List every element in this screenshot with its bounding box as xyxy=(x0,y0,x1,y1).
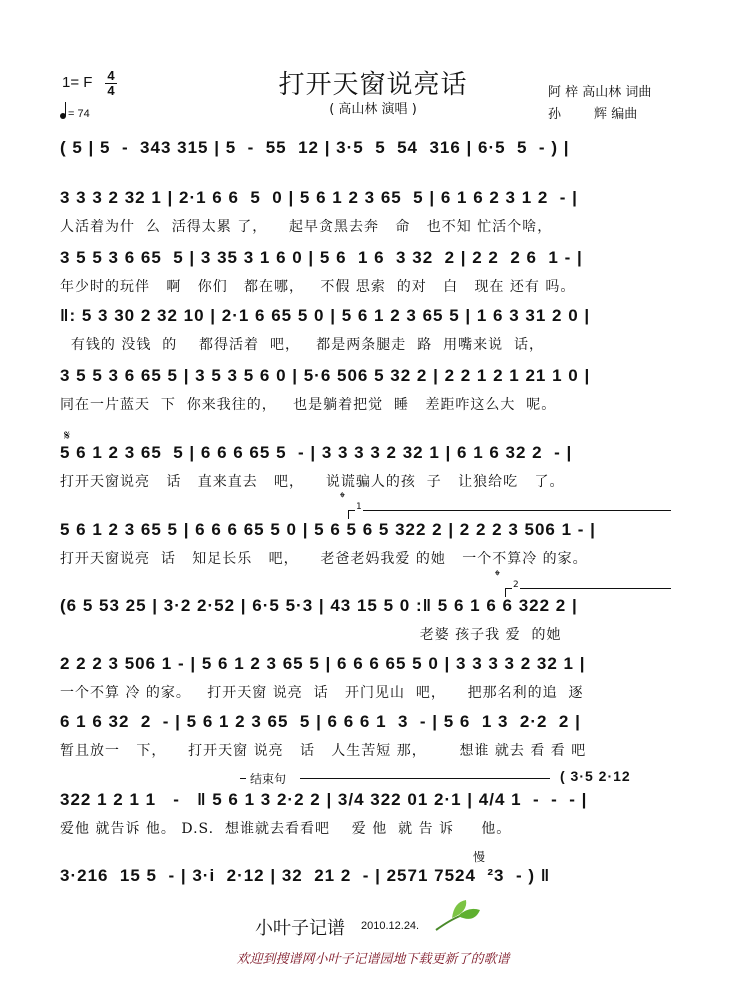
score-line-10: 322 1 2 1 1 - ‖ 5 6 1 3 2·2 2 | 3/4 322 01 2·1 | 4/4 1 - - - | 爱他 就告诉 他。 D.S. 想谁就去看看吧 爱 他 就 告 诉 他。 xyxy=(60,790,588,837)
score-line-11: 3·216 15 5 - | 3·i 2·12 | 32 21 2 - | 2571 7524 ²3 - ) ‖ xyxy=(60,866,551,885)
second-ending-bracket: 2 xyxy=(505,588,671,597)
transcription-date: 2010.12.24. xyxy=(361,920,420,932)
credit-lyrics-music: 阿 梓 高山林 词曲 xyxy=(548,85,652,100)
coda-icon: 𝄌 xyxy=(340,490,345,506)
score-line-7: (6 5 53 25 | 3·2 2·52 | 6·5 5·3 | 43 15 5 0 :‖ 5 6 1 6 6 322 2 | 老婆 孩子我 爱 的她 xyxy=(60,596,578,643)
footer-note: 欢迎到搜谱网小叶子记谱园地下载更新了的歌谱 xyxy=(236,952,510,967)
first-ending-bracket: 1 xyxy=(348,510,671,519)
score-line-intro: ( 5 | 5 - 343 315 | 5 - 55 12 | 3·5 5 54 316 | 6·5 5 - ) | xyxy=(60,138,570,157)
score-line-3: ‖: 5 3 30 2 32 10 | 2·1 6 65 5 0 | 5 6 1 2 3 65 5 | 1 6 3 31 2 0 | 有钱的 没钱 的 都得活着 吧， 都是两条腿走 路 用嘴来说 话， xyxy=(60,306,591,353)
score-line-6: 5 6 1 2 3 65 5 | 6 6 6 65 5 0 | 5 6 5 6 5 322 2 | 2 2 2 3 506 1 - | 打开天窗说亮 话 知足长乐 吧， 老爸老妈我爱 的她 一个不算冷 的家。 xyxy=(60,520,596,567)
song-title: 打开天窗说亮话 xyxy=(278,70,468,100)
key-signature: 1= F xyxy=(62,74,93,91)
leaf-icon xyxy=(432,898,482,932)
transcriber-signature: 小叶子记谱 xyxy=(255,918,345,939)
score-line-9: 6 1 6 32 2 - | 5 6 1 2 3 65 5 | 6 6 6 1 3 - | 5 6 1 3 2·2 2 | 暂且放一 下， 打开天窗 说亮 话 人生苦短 那， 想谁 就去 看 看 吧 xyxy=(60,712,587,759)
ending-intro-notes: ( 3·5 2·12 xyxy=(560,768,631,784)
time-signature: 4 4 xyxy=(105,70,117,97)
score-line-5: 5 6 1 2 3 65 5 | 6 6 6 65 5 - | 3 3 3 3 2 32 1 | 6 1 6 32 2 - | 打开天窗说亮 话 直来直去 吧， 说谎骗人的孩 子 让狼给吃 了。 xyxy=(60,443,573,490)
score-line-8: 2 2 2 3 506 1 - | 5 6 1 2 3 65 5 | 6 6 6 65 5 0 | 3 3 3 3 2 32 1 | 一个不算 冷 的家。 打开天窗 说亮 话 开门见山 吧， 把那名利的追 逐 xyxy=(60,654,586,701)
score-line-1: 3 3 3 2 32 1 | 2·1 6 6 5 0 | 5 6 1 2 3 65 5 | 6 1 6 2 3 1 2 - | 人活着为什 么 活得太累 了， 起早贪黑去奔 命 也不知 忙活个啥， xyxy=(60,188,578,235)
credit-arrangement: 孙 辉 编曲 xyxy=(548,107,638,122)
segno-icon: 𝄋 xyxy=(64,428,71,444)
tempo-marking: = 74 xyxy=(60,108,90,120)
score-line-2: 3 5 5 3 6 65 5 | 3 35 3 1 6 0 | 5 6 1 6 3 32 2 | 2 2 2 6 1 - | 年少时的玩伴 啊 你们 都在哪， 不假 思索 的对 白 现在 还有 吗。 xyxy=(60,248,583,295)
tempo-slow-mark: 慢 xyxy=(473,850,486,864)
ending-phrase-label: 结束句 xyxy=(250,772,287,786)
ending-phrase-line xyxy=(300,778,550,779)
performer: ( 高山林 演唱 ) xyxy=(329,102,417,117)
score-line-4: 3 5 5 3 6 65 5 | 3 5 3 5 6 0 | 5·6 506 5 32 2 | 2 2 1 2 1 21 1 0 | 同在一片蓝天 下 你来我往的， 也是躺着把觉 睡 差距咋这么大 呢。 xyxy=(60,366,591,413)
credits xyxy=(548,82,651,126)
coda-icon: 𝄌 xyxy=(495,568,500,584)
